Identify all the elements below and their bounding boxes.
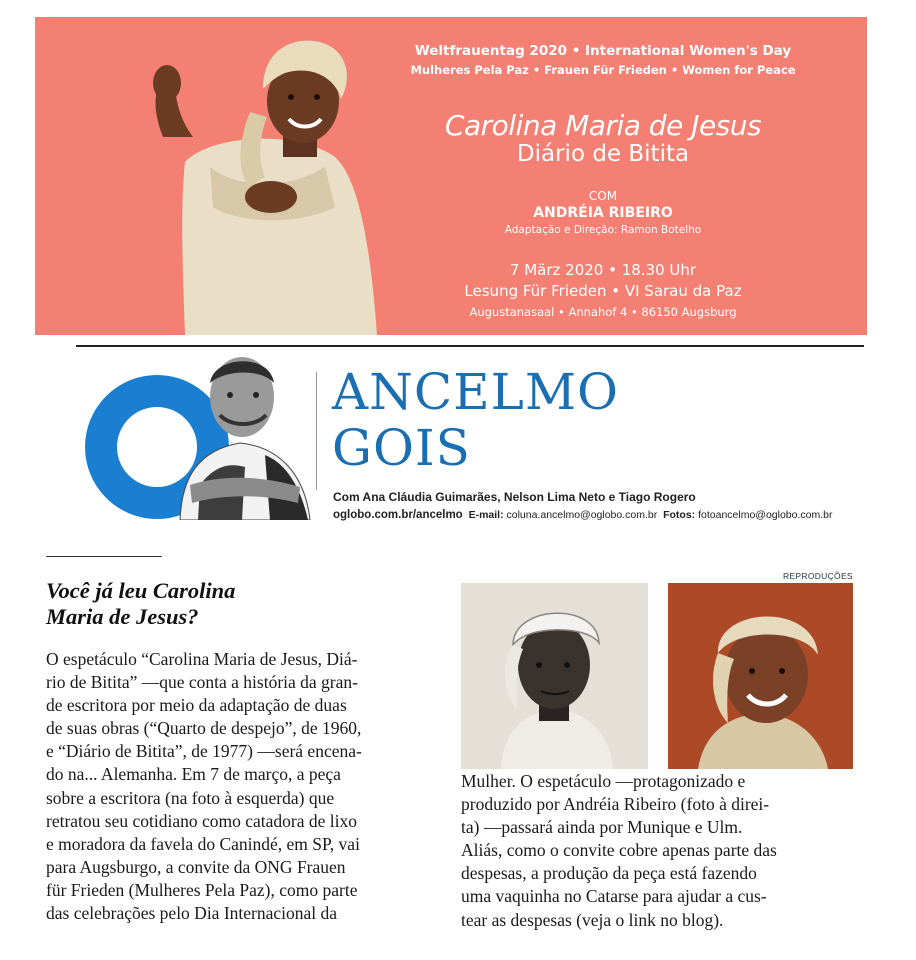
poster-com: COM <box>588 189 618 203</box>
body-line: despesas, a produção da peça está fazendo <box>461 863 757 884</box>
photos-email-link[interactable]: fotoancelmo@oglobo.com.br <box>698 509 833 521</box>
email-link[interactable]: coluna.ancelmo@oglobo.com.br <box>506 509 658 521</box>
headline-line: Maria de Jesus? <box>46 604 199 629</box>
poster-actress: ANDRÉIA RIBEIRO <box>533 205 673 221</box>
poster-subtitle: Diário de Bitita <box>516 141 690 167</box>
body-line: Mulher. O espetáculo —protagonizado e <box>461 771 746 791</box>
body-line: de escritora por meio da adaptação de duas <box>46 695 347 716</box>
body-line: für Frieden (Mulheres Pela Paz), como parte <box>46 879 358 900</box>
body-line: produzido por Andréia Ribeiro (foto à direi- <box>461 794 770 815</box>
body-line: O espetáculo “Carolina Maria de Jesus, Diá- <box>46 649 358 669</box>
header-divider <box>316 372 317 490</box>
body-line: sobre a escritora (na foto à esquerda) que <box>46 787 335 808</box>
body-line: retratou seu cotidiano como catadora de lixo <box>46 810 357 831</box>
event-poster <box>35 17 867 335</box>
photo-credit: REPRODUÇÕES <box>783 571 853 581</box>
poster-event-name: Lesung Für Frieden • VI Sarau da Paz <box>464 282 742 300</box>
poster-date: 7 März 2020 • 18.30 Uhr <box>509 261 697 279</box>
article-body-left <box>46 648 421 925</box>
column-website-link[interactable]: oglobo.com.br/ancelmo <box>333 509 463 521</box>
body-line: uma vaquinha no Catarse para ajudar a cus- <box>461 886 767 907</box>
poster-title: Carolina Maria de Jesus <box>444 109 762 142</box>
body-line: para Augsburgo, a convite da ONG Frauen <box>46 856 346 877</box>
poster-organizers-line: Mulheres Pela Paz • Frauen Für Frieden • Women for Peace <box>410 63 796 77</box>
poster-address: Augustanasaal • Annahof 4 • 86150 Augsburg <box>469 305 737 319</box>
body-line: das celebrações pelo Dia Internacional da <box>46 903 338 924</box>
body-line: do na... Alemanha. Em 7 de março, a peça <box>46 764 341 785</box>
body-line: tear as despesas (veja o link no blog). <box>461 909 724 930</box>
body-line: Aliás, como o convite cobre apenas parte das <box>461 840 777 861</box>
article-rule <box>46 556 162 557</box>
body-line: rio de Bitita” —que conta a história da gran- <box>46 672 358 693</box>
article-body-right <box>461 770 861 932</box>
poster-event-line: Weltfrauentag 2020 • International Women's Day <box>414 43 792 59</box>
poster-direction: Adaptação e Direção: Ramon Botelho <box>504 224 702 236</box>
columnist-portrait <box>170 335 315 520</box>
headline-line: Você já leu Carolina <box>46 578 236 603</box>
body-line: de suas obras (“Quarto de despejo”, de 1960, <box>46 718 362 739</box>
carolina-photo <box>461 583 648 769</box>
andreia-photo <box>668 583 853 769</box>
contact-line <box>333 509 833 521</box>
article-headline <box>46 578 336 630</box>
columnist-name-last: GOIS <box>332 419 471 477</box>
collaborators: Com Ana Cláudia Guimarães, Nelson Lima Neto e Tiago Rogero <box>333 490 696 504</box>
body-line: e moradora da favela do Canindé, em SP, vai <box>46 833 360 854</box>
body-line: e “Diário de Bitita”, de 1977) —será encena- <box>46 741 362 762</box>
email-label: E-mail: <box>468 509 504 521</box>
body-line: ta) —passará ainda por Munique e Ulm. <box>461 817 743 838</box>
photos-label: Fotos: <box>663 509 696 521</box>
columnist-name-first: ANCELMO <box>332 363 620 421</box>
